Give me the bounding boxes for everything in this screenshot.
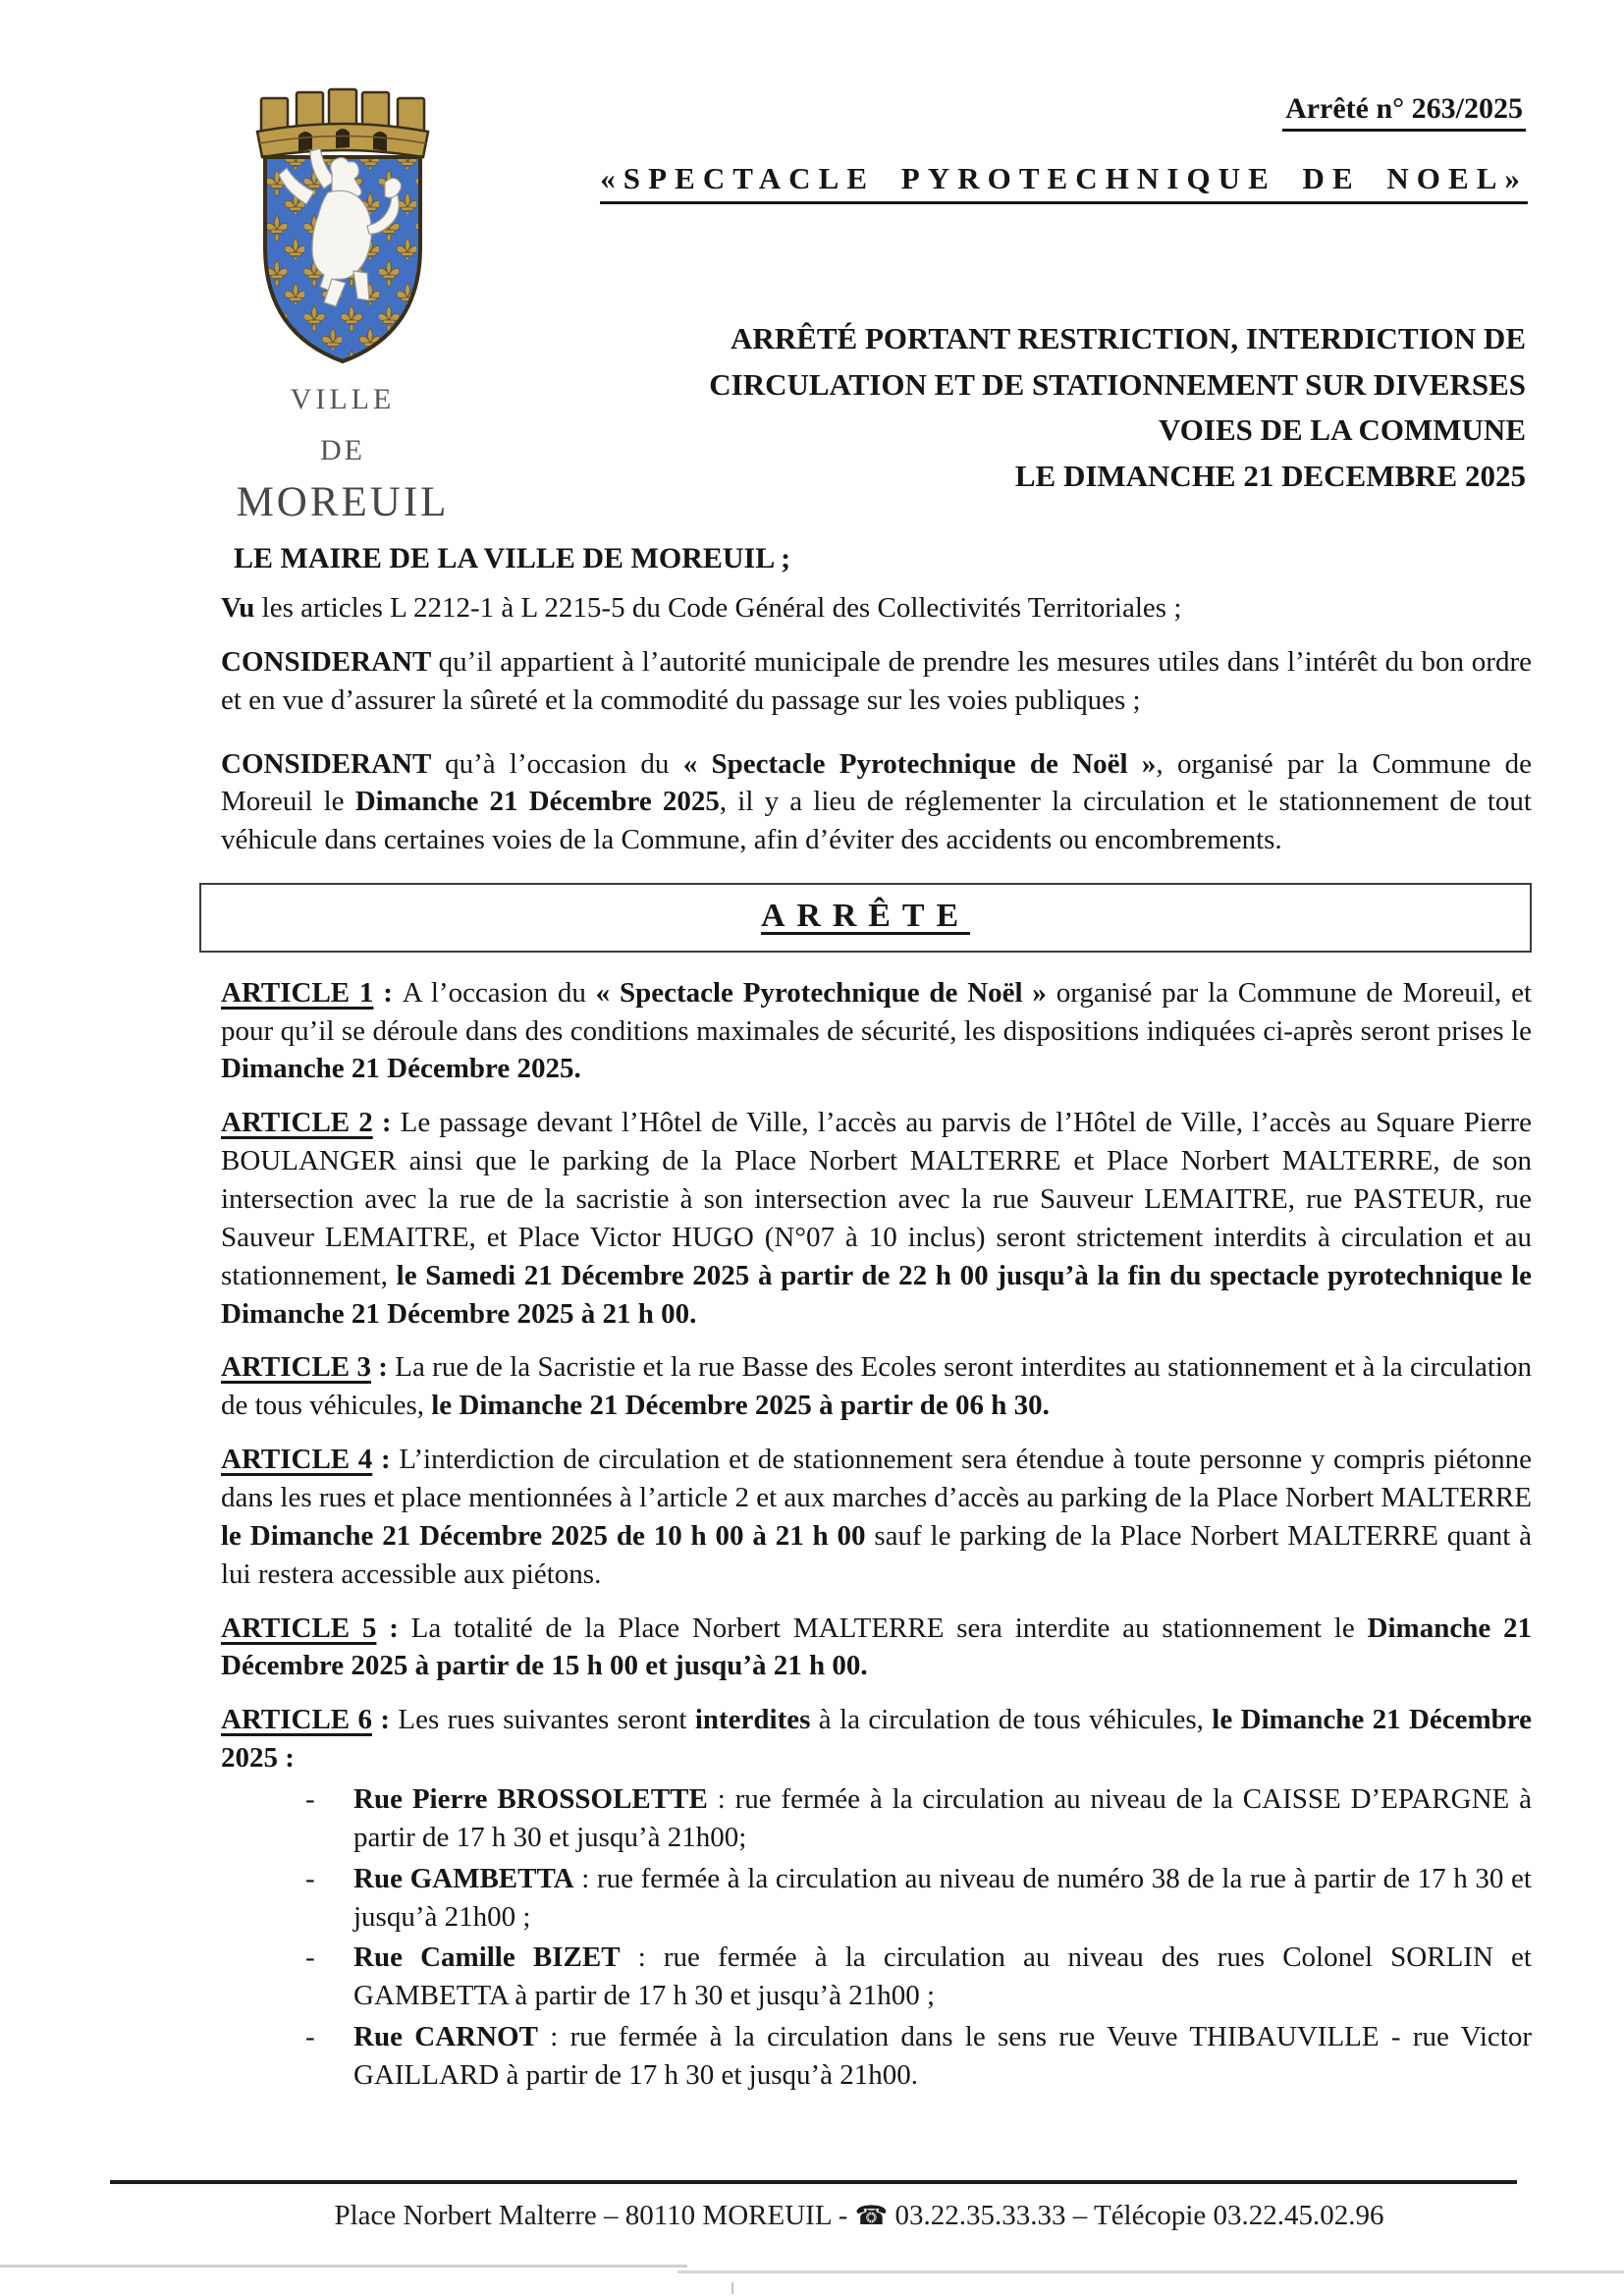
article-4-text — [221, 1444, 1532, 1590]
crest-caption-de: DE — [320, 434, 365, 466]
article-6-label: ARTICLE 6 — [221, 1704, 372, 1736]
footer-address: Place Norbert Malterre – 80110 MOREUIL - — [334, 2200, 855, 2231]
list-item — [221, 1780, 1532, 1857]
bold-text-run: Rue CARNOT — [353, 2021, 538, 2053]
scan-artifact — [731, 2282, 733, 2294]
text-run: : rue fermée à la circulation au niveau des rues Colonel SORLIN et GAMBETTA à partir de 17 h 30 et jusqu’à 21h00 ; — [353, 1941, 1532, 2012]
article-3 — [221, 1348, 1532, 1425]
bullet-dash: - — [305, 1862, 315, 1894]
bold-text-run: le Dimanche 21 Décembre 2025 : — [221, 1704, 1533, 1775]
article-6-text — [221, 1704, 1532, 1774]
crest-caption — [220, 385, 465, 523]
document-title: «SPECTACLE PYROTECHNIQUE DE NOEL» — [600, 161, 1528, 204]
bold-text-run: Rue GAMBETTA — [353, 1862, 574, 1894]
footer-address-line — [295, 2200, 1424, 2232]
text-run: à la circulation de tous véhicules, — [810, 1704, 1213, 1736]
bold-text-run: « Spectacle Pyrotechnique de Noël » — [595, 976, 1047, 1009]
arrete-section-title: ARRÊTE — [760, 898, 971, 935]
bold-text-run: « Spectacle Pyrotechnique de Noël » — [682, 747, 1157, 780]
article-6-colon: : — [372, 1704, 399, 1736]
article-4-colon: : — [372, 1444, 400, 1476]
text-run: , il y a lieu de réglementer la circulation et le stationnement de tout véhicule dans certaines voies de la Commune, afin d’éviter des accidents ou encombrements. — [221, 786, 1532, 856]
street-item-brossolette — [353, 1780, 1532, 1857]
crest-caption-ville: VILLE — [290, 383, 396, 415]
bold-text-run: Rue Pierre BROSSOLETTE — [353, 1783, 708, 1816]
article-2 — [221, 1104, 1532, 1333]
phone-icon: ☎ — [854, 2201, 889, 2231]
text-run: La totalité de la Place Norbert MALTERRE sera interdite au stationnement le — [410, 1612, 1368, 1644]
article-3-text — [221, 1351, 1532, 1421]
crest-caption-moreuil: MOREUIL — [236, 479, 450, 525]
text-run: La rue de la Sacristie et la rue Basse des Ecoles seront interdites au stationnement et à la circulation de tous véhicules, — [221, 1351, 1532, 1422]
subtitle-line-4: LE DIMANCHE 21 DECEMBRE 2025 — [1014, 458, 1526, 493]
decree-body — [221, 589, 1532, 2095]
bold-text-run: Rue Camille BIZET — [353, 1941, 621, 1974]
subtitle-line-3: VOIES DE LA COMMUNE — [1159, 412, 1526, 447]
article-3-colon: : — [370, 1351, 396, 1384]
text-run: organisé par la Commune de Moreuil, et pour qu’il se déroule dans des conditions maximales de sécurité, les dispositions indiquées ci-après seront prises le — [221, 976, 1533, 1047]
text-run: Les rues suivantes seront — [398, 1704, 695, 1736]
article-2-text — [221, 1107, 1532, 1329]
article-1 — [221, 974, 1532, 1089]
article-6-street-list — [221, 1780, 1532, 2095]
text-run: : rue fermée à la circulation au niveau de la CAISSE D’EPARGNE à partir de 17 h 30 et jusqu’à 21h00; — [353, 1783, 1532, 1853]
street-item-carnot — [353, 2018, 1532, 2095]
bold-text-run: Dimanche 21 Décembre 2025. — [221, 1053, 581, 1085]
text-run: A l’occasion du — [402, 976, 596, 1009]
bold-text-run: Vu — [221, 592, 262, 624]
text-run: , organisé par la Commune de Moreuil le — [221, 747, 1533, 818]
article-1-label: ARTICLE 1 — [221, 976, 374, 1009]
text-run: qu’à l’occasion du — [445, 747, 683, 780]
article-5-label: ARTICLE 5 — [221, 1612, 377, 1644]
text-run: L’interdiction de circulation et de stationnement sera étendue à toute personne y compris piétonne dans les rues et place mentionnées à l’article 2 et aux marches d’accès au parking de la Place Norbert MALTERRE — [221, 1444, 1532, 1514]
article-4-label: ARTICLE 4 — [221, 1444, 373, 1476]
article-1-text — [221, 977, 1532, 1085]
city-coat-of-arms — [230, 79, 456, 385]
decree-number: Arrêté n° 263/2025 — [1282, 92, 1526, 132]
arrete-section-box — [199, 883, 1532, 953]
article-1-colon: : — [373, 976, 403, 1009]
mayor-heading: LE MAIRE DE LA VILLE DE MOREUIL ; — [234, 542, 791, 574]
list-item — [221, 1860, 1532, 1937]
bold-text-run: le Dimanche 21 Décembre 2025 à partir de 06 h 30. — [431, 1390, 1050, 1422]
article-4 — [221, 1441, 1532, 1593]
article-2-colon: : — [372, 1107, 401, 1139]
article-5-text — [221, 1613, 1532, 1682]
footer-phone: 03.22.35.33.33 – Télécopie 03.22.45.02.96 — [888, 2200, 1384, 2231]
article-5 — [221, 1610, 1532, 1686]
footer-rule — [110, 2180, 1517, 2184]
text-run: sauf le parking de la Place Norbert MALTERRE quant à lui restera accessible aux piétons. — [221, 1519, 1532, 1590]
list-item — [221, 2018, 1532, 2095]
subtitle-line-1: ARRÊTÉ PORTANT RESTRICTION, INTERDICTION DE — [731, 321, 1526, 355]
subtitle-line-2: CIRCULATION ET DE STATIONNEMENT SUR DIVERSES — [709, 366, 1526, 402]
bold-text-run: CONSIDERANT — [221, 747, 446, 780]
article-2-label: ARTICLE 2 — [221, 1107, 373, 1139]
bullet-dash: - — [305, 1783, 315, 1816]
preamble-considerant-1 — [221, 643, 1532, 720]
list-item — [221, 1939, 1532, 2015]
street-item-gambetta — [353, 1860, 1532, 1937]
text-run: : rue fermée à la circulation dans le sens rue Veuve THIBAUVILLE - rue Victor GAILLARD à partir de 17 h 30 et jusqu’à 21h00. — [353, 2021, 1532, 2092]
preamble-considerant-2 — [221, 745, 1532, 860]
text-run: : rue fermée à la circulation au niveau de numéro 38 de la rue à partir de 17 h 30 et jusqu’à 21h00 ; — [353, 1862, 1532, 1933]
street-item-bizet — [353, 1939, 1532, 2015]
bold-text-run: interdites — [694, 1704, 811, 1736]
text-run: qu’il appartient à l’autorité municipale de prendre les mesures utiles dans l’intérêt du bon ordre et en vue d’assurer la sûreté et la commodité du passage sur les voies publiques ; — [221, 645, 1532, 716]
mural-crown — [257, 89, 428, 157]
bold-text-run: le Dimanche 21 Décembre 2025 de 10 h 00 à 21 h 00 — [221, 1519, 866, 1552]
article-3-label: ARTICLE 3 — [221, 1351, 371, 1384]
scan-artifact — [0, 2265, 687, 2268]
scan-artifact — [677, 2270, 1624, 2273]
bold-text-run: Dimanche 21 Décembre 2025 à partir de 15 h 00 et jusqu’à 21 h 00. — [221, 1612, 1532, 1682]
bold-text-run: Dimanche 21 Décembre 2025 — [354, 786, 720, 818]
article-5-colon: : — [376, 1612, 411, 1644]
bold-text-run: le Samedi 21 Décembre 2025 à partir de 22 h 00 jusqu’à la fin du spectacle pyrotechnique le Dimanche 21 Décembre 2025 à 21 h 00. — [221, 1259, 1533, 1330]
document-subtitle — [709, 316, 1526, 499]
bullet-dash: - — [305, 2021, 315, 2053]
preamble-vu — [221, 589, 1532, 628]
coat-of-arms-icon — [230, 79, 456, 385]
bullet-dash: - — [305, 1941, 315, 1974]
bold-text-run: CONSIDERANT — [221, 645, 439, 678]
text-run: Le passage devant l’Hôtel de Ville, l’accès au parvis de l’Hôtel de Ville, l’accès au Square Pierre BOULANGER ainsi que le parking de la Place Norbert MALTERRE et Place Norbert MALTERRE, de son intersection avec la rue de la sacristie à son intersection avec la rue Sauveur LEMAITRE, rue PASTEUR, rue Sauveur LEMAITRE, et Place Victor HUGO (N°07 à 10 inclus) seront strictement interdits à circulation et au stationnement, — [221, 1107, 1533, 1291]
article-6 — [221, 1701, 1532, 1777]
text-run: les articles L 2212-1 à L 2215-5 du Code Général des Collectivités Territoriales ; — [261, 592, 1182, 624]
